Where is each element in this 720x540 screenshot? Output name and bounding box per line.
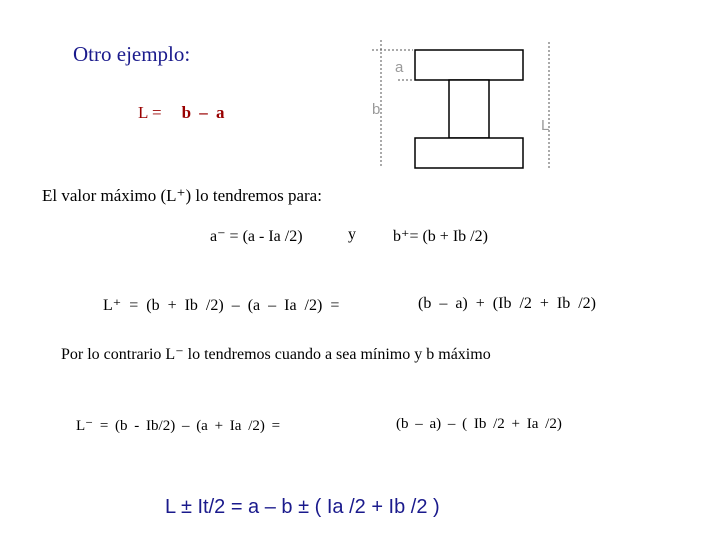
slide-title: Otro ejemplo: [73,42,191,66]
formula-rhs: b – a [181,103,227,122]
l-plus-result: (b – a) + (Ib /2 + Ib /2) [418,295,597,312]
b-plus-formula: b⁺= (b + Ib /2) [393,228,488,245]
conjunction-y: y [348,226,356,243]
bottom-flange [415,138,523,168]
formula-lhs: L = [138,103,162,122]
max-value-line: El valor máximo (L⁺) lo tendremos para: [42,186,322,205]
dimension-label-b: b [372,101,381,118]
l-minus-expansion: L⁻ = (b - Ib/2) – (a + Ia /2) = [76,418,281,434]
final-tolerance-formula: L ± It/2 = a – b ± ( Ia /2 + Ib /2 ) [165,496,440,518]
dimension-label-a: a [395,59,404,76]
l-minus-result: (b – a) – ( Ib /2 + Ia /2) [396,416,562,432]
min-value-line: Por lo contrario L⁻ lo tendremos cuando a sea mínimo y b máximo [61,346,491,363]
a-minus-formula: a⁻ = (a - Ia /2) [210,228,303,245]
web [449,80,489,138]
l-plus-expansion: L⁺ = (b + Ib /2) – (a – Ia /2) = [103,297,340,314]
formula-length [138,103,227,123]
dimension-label-l: L [541,117,550,134]
top-flange [415,50,523,80]
i-beam-diagram [368,38,568,178]
